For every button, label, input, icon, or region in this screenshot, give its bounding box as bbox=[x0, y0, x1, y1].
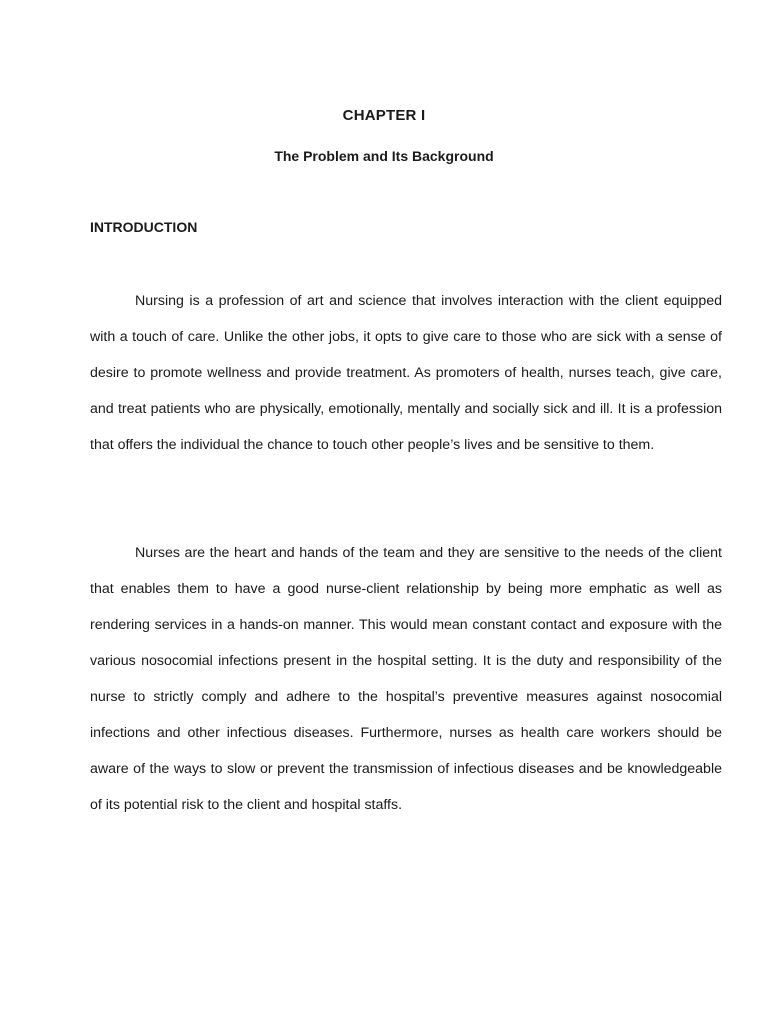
paragraph-2: Nurses are the heart and hands of the team and they are sensitive to the needs of the client that enables them to have a good nurse-client relationship by being more emphatic as well as rendering services in a hands-on manner. This would mean constant contact and exposure with the various nosocomial infections present in the hospital setting. It is the duty and responsibility of the nurse to strictly comply and adhere to the hospital’s preventive measures against nosocomial infections and other infectious diseases. Furthermore, nurses as health care workers should be aware of the ways to slow or prevent the transmission of infectious diseases and be knowledgeable of its potential risk to the client and hospital staffs. bbox=[90, 545, 722, 813]
paragraph-1: Nursing is a profession of art and science that involves interaction with the client equipped with a touch of care. Unlike the other jobs, it opts to give care to those who are sick with a sense of desire to promote wellness and provide treatment. As promoters of health, nurses teach, give care, and treat patients who are physically, emotionally, mentally and socially sick and ill. It is a profession that offers the individual the chance to touch other people’s lives and be sensitive to them. bbox=[90, 293, 722, 453]
chapter-title: CHAPTER I bbox=[342, 107, 426, 124]
chapter-subtitle: The Problem and Its Background bbox=[274, 148, 494, 164]
section-heading-introduction: INTRODUCTION bbox=[90, 219, 198, 235]
